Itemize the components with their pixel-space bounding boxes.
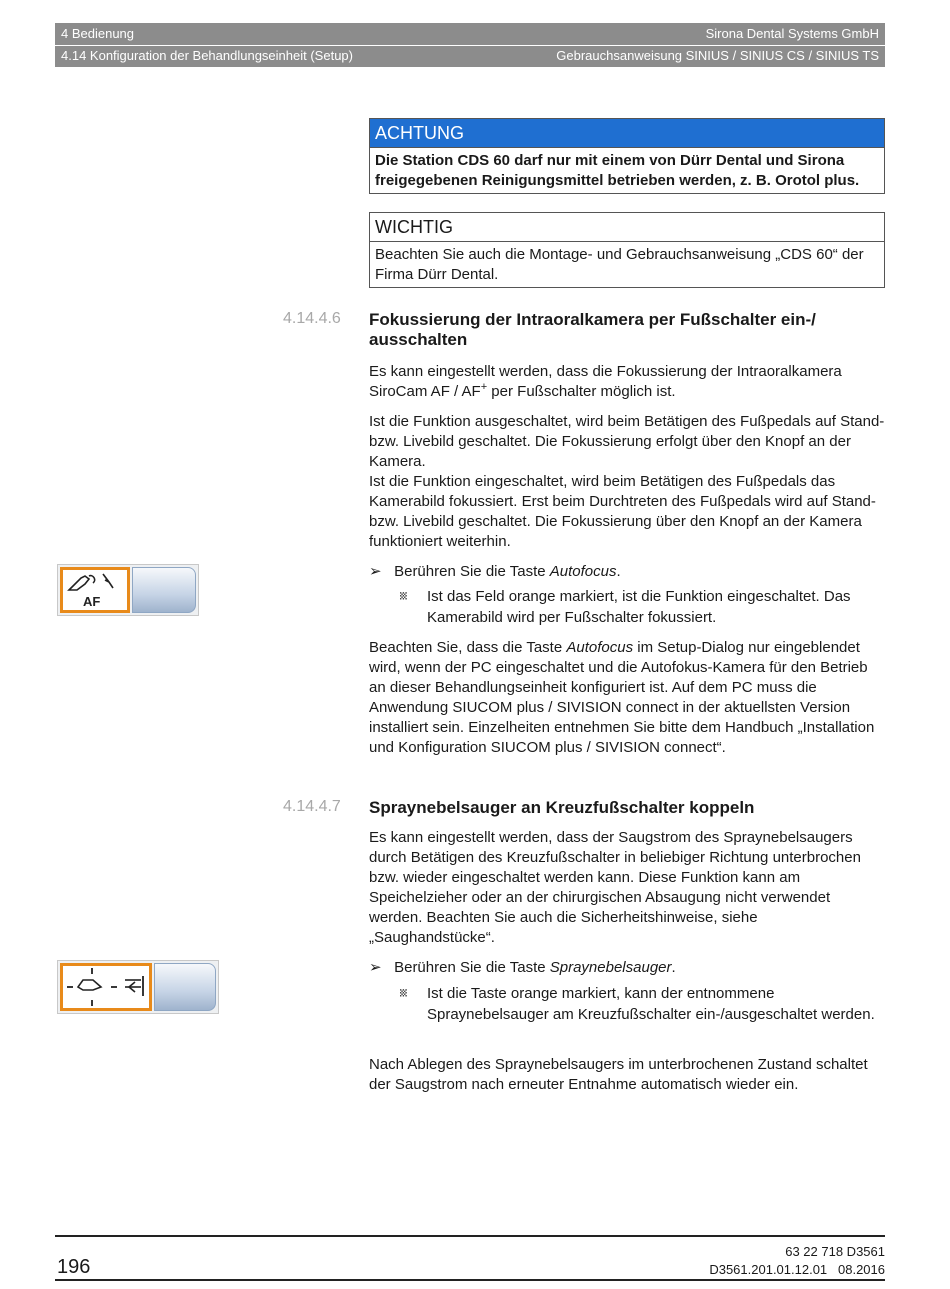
caution-notice	[369, 118, 885, 194]
important-notice	[369, 212, 885, 288]
step-instruction: ➢ Berühren Sie die Taste Spraynebelsauger.	[369, 959, 676, 976]
paragraph: Ist die Funktion eingeschaltet, wird beim Betätigen des Fußpedals das Kamerabild fokussiert. Erst beim Durchtreten des Fußpedals wird auf Stand- bzw. Livebild geschaltet. Die Fokussierung über den Knopf an der Kamera funktioniert weiterhin.	[369, 473, 876, 550]
section-title: Spraynebelsauger an Kreuzfußschalter koppeln	[369, 798, 755, 817]
paragraph: Es kann eingestellt werden, dass die Fokussierung der Intraoralkamera SiroCam AF / AF+ per Fußschalter möglich ist.	[369, 363, 842, 400]
spray-suction-key-body	[154, 963, 216, 1011]
page-number: 196	[57, 1256, 91, 1278]
spray-suction-key-icon	[60, 963, 152, 1011]
footer-doc-code: D3561.201.01.12.01 08.2016	[709, 1262, 885, 1277]
step-arrow-icon: ➢	[369, 959, 382, 976]
caution-text: Die Station CDS 60 darf nur mit einem von Dürr Dental und Sirona freigegebenen Reinigungsmittel betrieben werden, z. B. Orotol plus.	[370, 147, 884, 193]
paragraph: Beachten Sie, dass die Taste Autofocus im Setup-Dialog nur eingeblendet wird, wenn der PC eingeschaltet und die Autofokus-Kamera für den Betrieb an dieser Behandlungseinheit konfiguriert ist. Auf dem PC muss die Anwendung SIUCOM plus / SIVISION connect in der aktuellsten Version installiert sein. Einzelheiten entnehmen Sie bitte dem Handbuch „Installation und Konfiguration SIUCOM plus / SIVISION connect“.	[369, 639, 875, 756]
step-result: Ist das Feld orange markiert, ist die Funktion eingeschaltet. Das Kamerabild wird per Fußschalter fokussiert.	[427, 588, 851, 626]
paragraph: Es kann eingestellt werden, dass der Saugstrom des Spraynebelsaugers durch Betätigen des Kreuzfußschalter in beliebiger Richtung unterbrochen bzw. wieder eingeschaltet werden kann. Diese Funktion kann am Speichelzieher oder an der chirurgischen Absaugung nicht verwendet werden. Beachten Sie auch die Sicherheitshinweise, siehe „Saughandstücke“.	[369, 829, 861, 946]
page-header	[55, 23, 885, 67]
paragraph: Ist die Funktion ausgeschaltet, wird beim Betätigen des Fußpedals auf Stand- bzw. Livebild geschaltet. Die Fokussierung erfolgt über den Knopf an der Kamera.	[369, 413, 885, 470]
header-company: Sirona Dental Systems GmbH	[705, 26, 879, 41]
section-number: 4.14.4.6	[283, 310, 341, 327]
camera-icon	[63, 570, 127, 610]
header-divider	[55, 45, 885, 46]
spray-suction-button[interactable]	[57, 960, 219, 1014]
paragraph: Nach Ablegen des Spraynebelsaugers im unterbrochenen Zustand schaltet der Saugstrom nach erneuter Entnahme automatisch wieder ein.	[369, 1056, 868, 1093]
step-result: Ist die Taste orange markiert, kann der entnommene Spraynebelsauger am Kreuzfußschalter ein-/ausgeschaltet werden.	[427, 985, 875, 1023]
section-title: Fokussierung der Intraoralkamera per Fußschalter ein-/ ausschalten	[369, 310, 816, 349]
important-text: Beachten Sie auch die Montage- und Gebrauchsanweisung „CDS 60“ der Firma Dürr Dental.	[375, 246, 864, 283]
svg-text:AF: AF	[83, 594, 101, 609]
caution-label: ACHTUNG	[370, 119, 884, 147]
footer-bottom-rule	[55, 1279, 885, 1281]
header-section: 4.14 Konfiguration der Behandlungseinheit (Setup)	[61, 48, 353, 63]
footer-doc-number: 63 22 718 D3561	[785, 1244, 885, 1259]
autofocus-key-body	[132, 567, 196, 613]
header-doc-title: Gebrauchsanweisung SINIUS / SINIUS CS / SINIUS TS	[556, 48, 879, 63]
autofocus-button[interactable]	[57, 564, 199, 616]
step-instruction: ➢ Berühren Sie die Taste Autofocus.	[369, 563, 621, 580]
important-label: WICHTIG	[370, 213, 884, 242]
autofocus-key-icon	[60, 567, 130, 613]
cross-foot-switch-icon	[63, 966, 149, 1008]
section-number: 4.14.4.7	[283, 798, 341, 815]
result-icon: ␧	[399, 985, 408, 1002]
result-icon: ␧	[399, 588, 408, 605]
header-chapter: 4 Bedienung	[61, 26, 135, 41]
step-arrow-icon: ➢	[369, 563, 382, 580]
footer-rule	[55, 1235, 885, 1237]
